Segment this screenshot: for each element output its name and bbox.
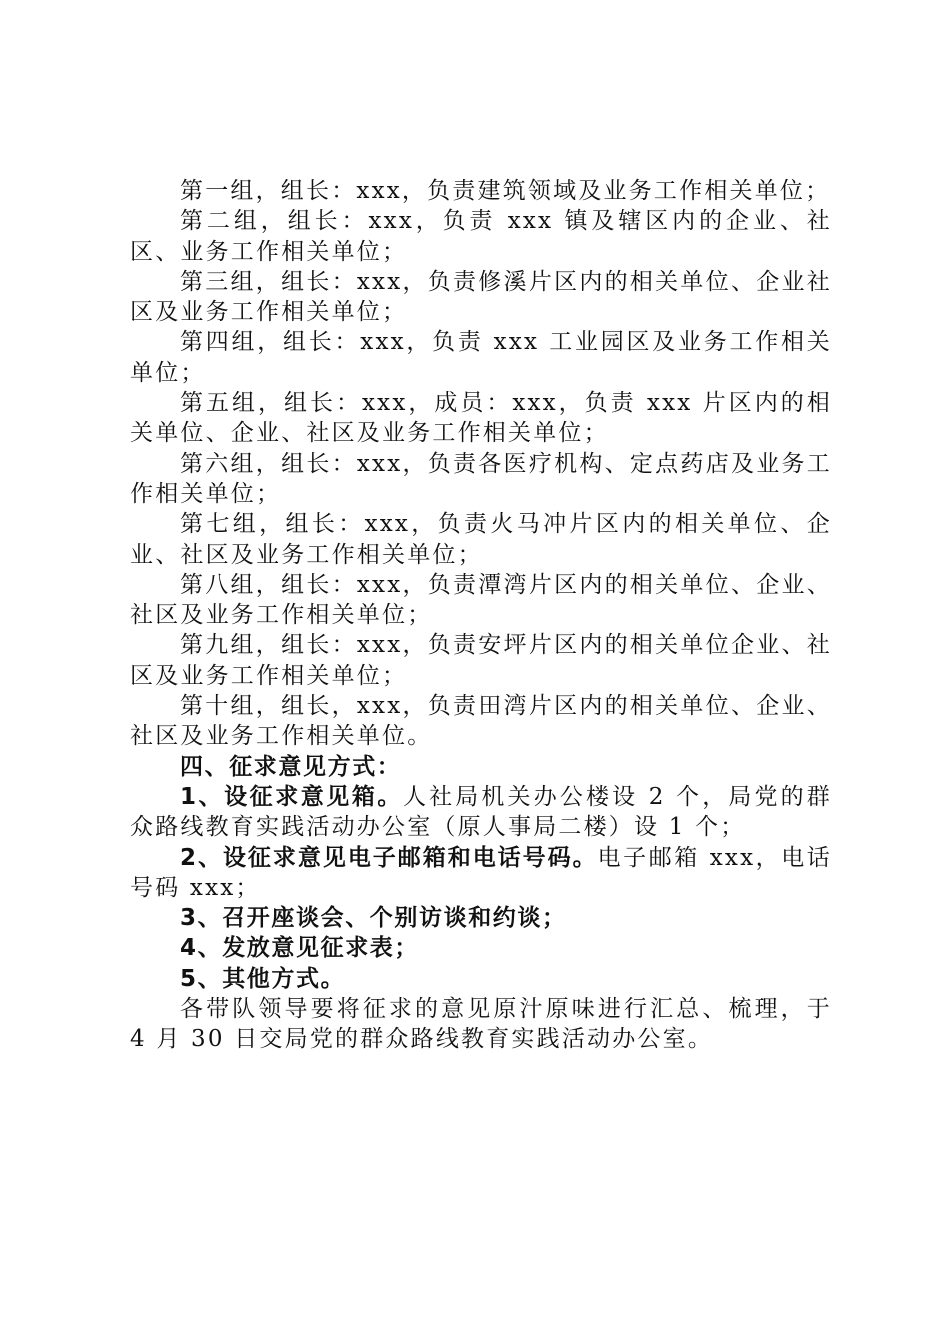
method-item-1-title: 1、设征求意见箱。 — [180, 783, 403, 810]
method-item-2-title: 2、设征求意见电子邮箱和电话号码。 — [180, 844, 598, 871]
document-body — [130, 176, 832, 1055]
group-1-paragraph: 第一组，组长：xxx，负责建筑领域及业务工作相关单位； — [180, 178, 831, 204]
group-7-paragraph: 第七组，组长：xxx，负责火马冲片区内的相关单位、企业、社区及业务工作相关单位； — [130, 511, 832, 568]
group-9-paragraph: 第九组，组长：xxx，负责安坪片区内的相关单位企业、社区及业务工作相关单位； — [130, 632, 832, 689]
group-6-paragraph: 第六组，组长：xxx，负责各医疗机构、定点药店及业务工作相关单位； — [130, 450, 832, 507]
method-item-3: 3、召开座谈会、个别访谈和约谈； — [180, 905, 567, 932]
group-8-paragraph: 第八组，组长：xxx，负责潭湾片区内的相关单位、企业、社区及业务工作相关单位； — [130, 571, 832, 629]
group-4-paragraph: 第四组，组长：xxx，负责 xxx 工业园区及业务工作相关单位； — [130, 329, 832, 386]
group-5-paragraph: 第五组，组长：xxx，成员：xxx，负责 xxx 片区内的相关单位、企业、社区及业务工作相关单位； — [130, 390, 832, 447]
method-item-4: 4、发放意见征求表； — [180, 935, 420, 962]
group-10-paragraph: 第十组，组长，xxx，负责田湾片区内的相关单位、企业、社区及业务工作相关单位。 — [130, 693, 832, 750]
method-item-1-text: 人社局机关办公楼设 2 个，局党的群众路线教育实践活动办公室（原人事局二楼）设 1 个； — [130, 783, 832, 841]
group-3-paragraph: 第三组，组长：xxx，负责修溪片区内的相关单位、企业社区及业务工作相关单位； — [130, 268, 832, 326]
group-2-paragraph: 第二组，组长：xxx，负责 xxx 镇及辖区内的企业、社区、业务工作相关单位； — [130, 208, 832, 265]
method-item-2-text: 电子邮箱 xxx，电话号码 xxx； — [130, 844, 832, 901]
method-item-5: 5、其他方式。 — [180, 965, 346, 992]
method-item-2 — [130, 843, 832, 904]
section-heading: 四、征求意见方式： — [180, 753, 402, 780]
method-item-1 — [130, 782, 832, 843]
closing-paragraph: 各带队领导要将征求的意见原汁原味进行汇总、梳理，于 4 月 30 日交局党的群众路线教育实践活动办公室。 — [130, 996, 832, 1053]
